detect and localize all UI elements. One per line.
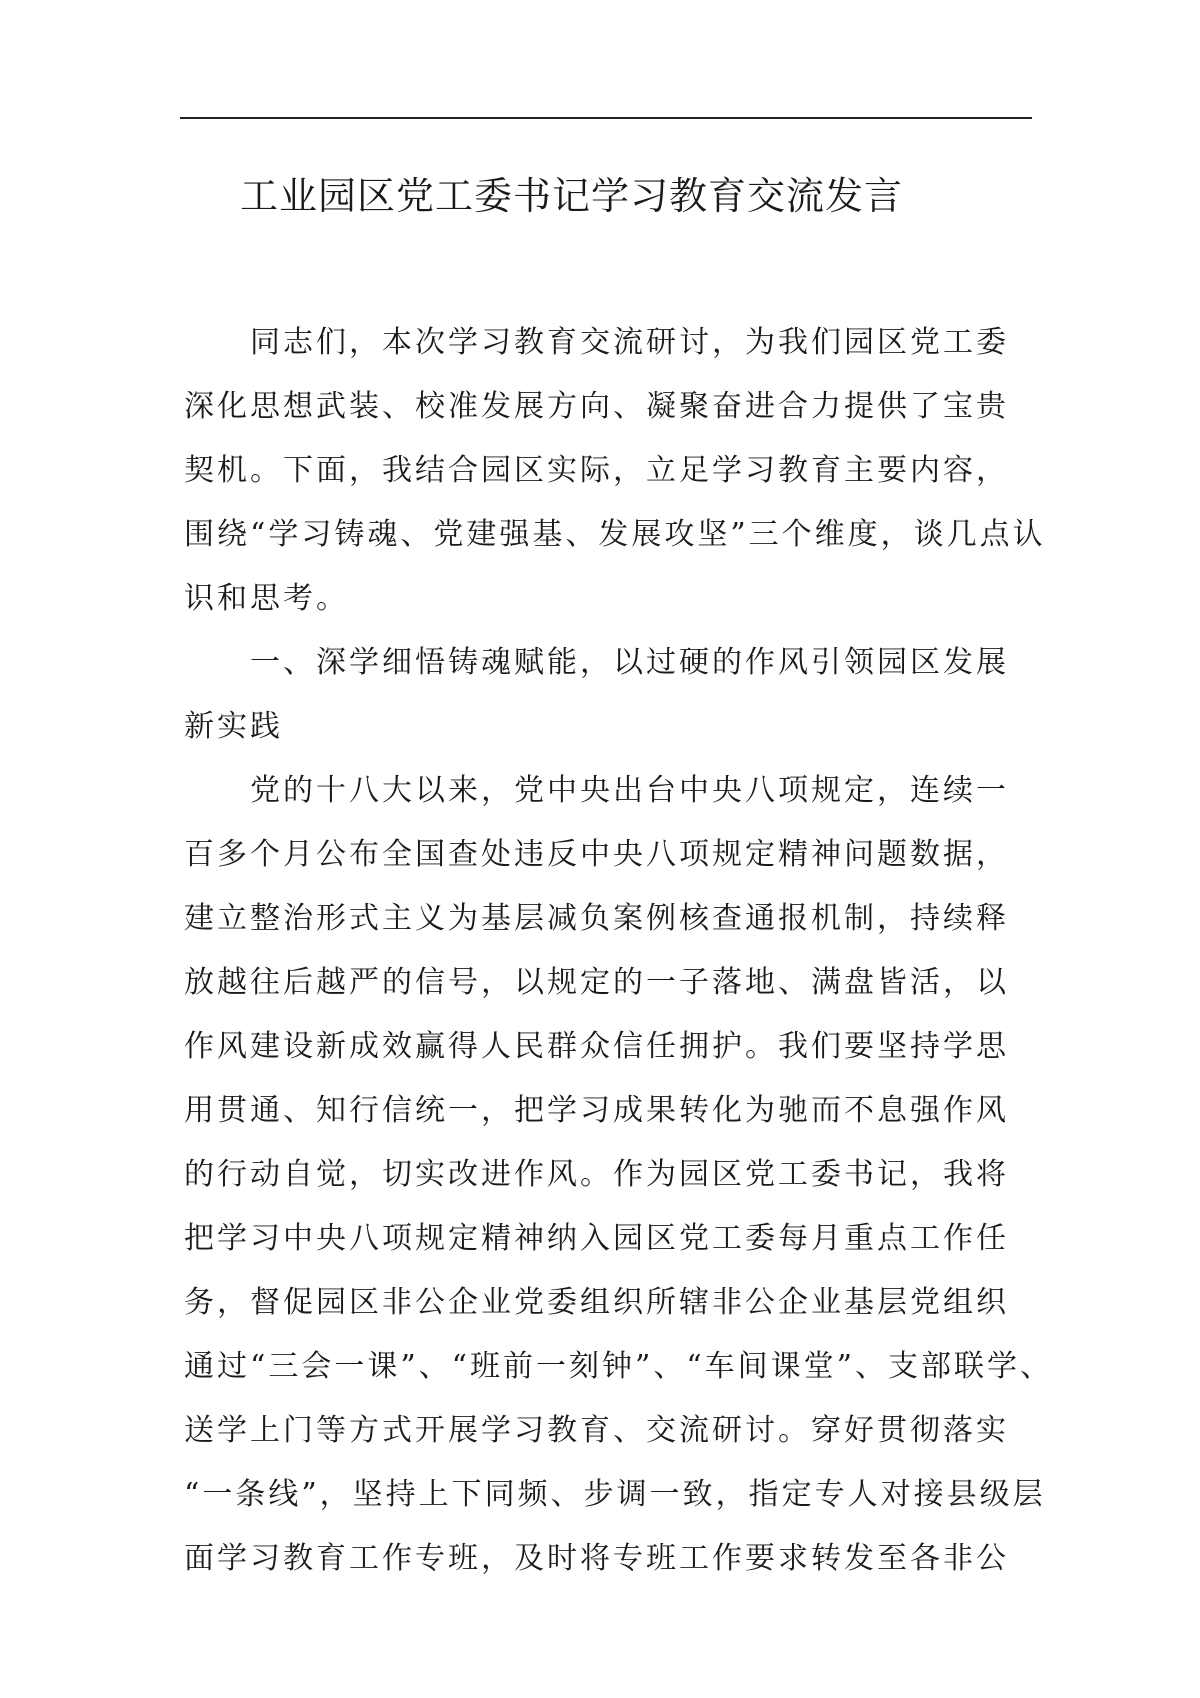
paragraph-2-line-3: 建立整治形式主义为基层减负案例核查通报机制，持续释 — [184, 901, 1009, 936]
paragraph-1-line-4: 围绕“学习铸魂、党建强基、发展攻坚”三个维度，谈几点认 — [184, 517, 1046, 552]
paragraph-1-line-3: 契机。下面，我结合园区实际，立足学习教育主要内容， — [184, 453, 1009, 488]
paragraph-2-line-12: “一条线”，坚持上下同频、步调一致，指定专人对接县级层 — [184, 1477, 1046, 1512]
paragraph-2-line-2: 百多个月公布全国查处违反中央八项规定精神问题数据， — [184, 837, 1009, 872]
section-heading-line-1: 一、深学细悟铸魂赋能，以过硬的作风引领园区发展 — [250, 645, 1009, 680]
paragraph-2-line-11: 送学上门等方式开展学习教育、交流研讨。穿好贯彻落实 — [184, 1413, 1009, 1448]
paragraph-1-line-2: 深化思想武装、校准发展方向、凝聚奋进合力提供了宝贵 — [184, 389, 1009, 424]
document-title: 工业园区党工委书记学习教育交流发言 — [240, 174, 904, 218]
paragraph-1-line-1: 同志们，本次学习教育交流研讨，为我们园区党工委 — [250, 325, 1009, 360]
paragraph-2-line-13: 面学习教育工作专班，及时将专班工作要求转发至各非公 — [184, 1541, 1009, 1576]
paragraph-2-line-7: 的行动自觉，切实改进作风。作为园区党工委书记，我将 — [184, 1157, 1009, 1192]
paragraph-2-line-8: 把学习中央八项规定精神纳入园区党工委每月重点工作任 — [184, 1221, 1009, 1256]
header-rule — [180, 117, 1032, 119]
paragraph-2-line-10: 通过“三会一课”、“班前一刻钟”、“车间课堂”、支部联学、 — [184, 1349, 1054, 1384]
paragraph-2-line-1: 党的十八大以来，党中央出台中央八项规定，连续一 — [250, 773, 1009, 808]
paragraph-2-line-5: 作风建设新成效赢得人民群众信任拥护。我们要坚持学思 — [184, 1029, 1009, 1064]
document-body — [184, 311, 1054, 1591]
paragraph-2-line-4: 放越往后越严的信号，以规定的一子落地、满盘皆活，以 — [184, 965, 1009, 1000]
section-heading-line-2: 新实践 — [184, 709, 283, 744]
paragraph-2-line-9: 务，督促园区非公企业党委组织所辖非公企业基层党组织 — [184, 1285, 1009, 1320]
paragraph-2-line-6: 用贯通、知行信统一，把学习成果转化为驰而不息强作风 — [184, 1093, 1009, 1128]
paragraph-1-line-5: 识和思考。 — [184, 581, 349, 616]
